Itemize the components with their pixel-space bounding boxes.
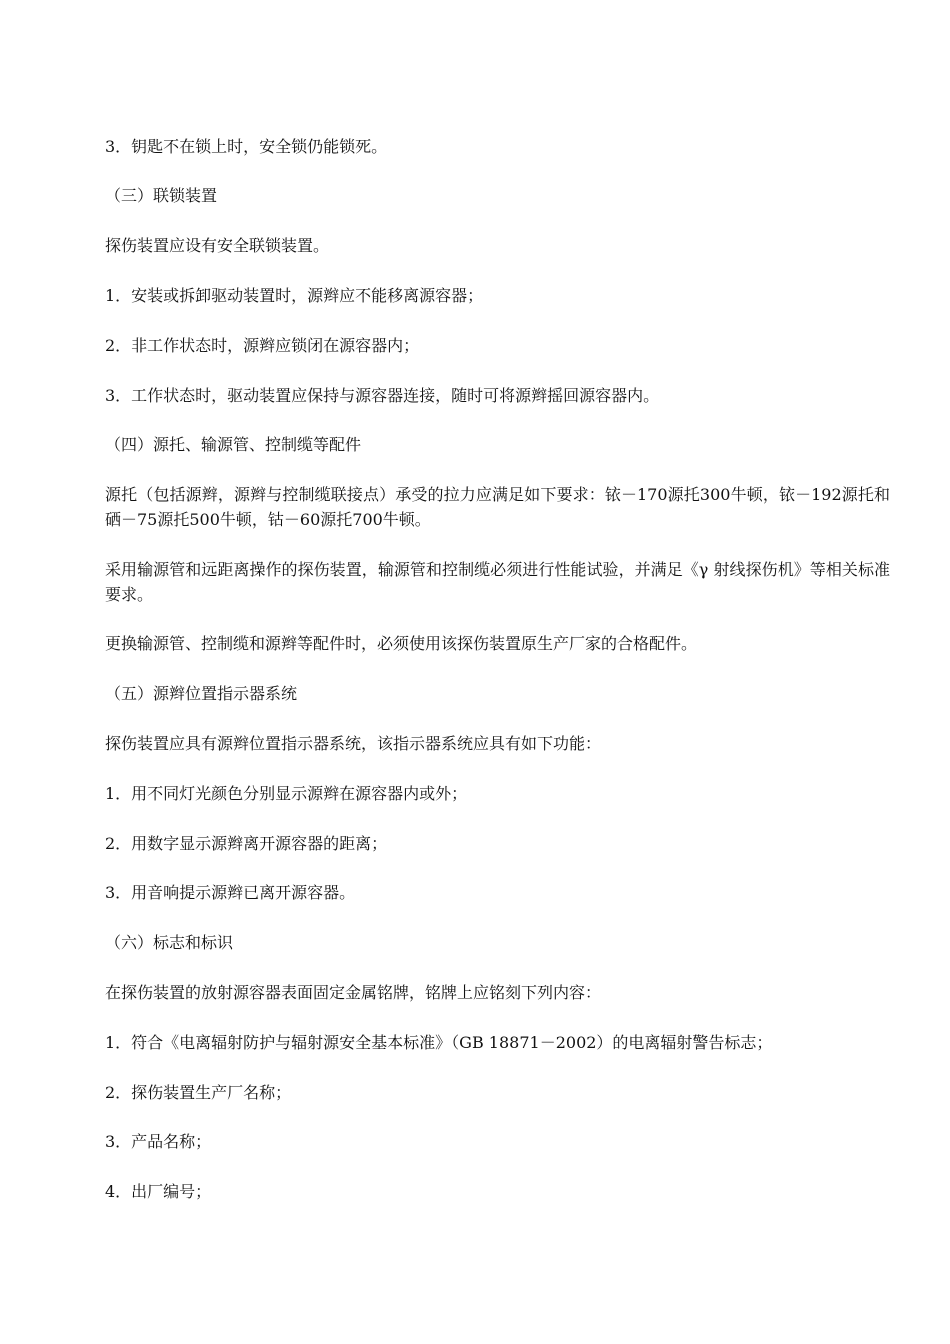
section-heading: （三）联锁装置 bbox=[105, 186, 218, 205]
list-item: 3．工作状态时，驱动装置应保持与源容器连接，随时可将源辫摇回源容器内。 bbox=[105, 386, 660, 405]
section-heading: （五）源辫位置指示器系统 bbox=[105, 684, 298, 703]
paragraph: 在探伤装置的放射源容器表面固定金属铭牌，铭牌上应铭刻下列内容： bbox=[105, 983, 602, 1002]
list-item: 2．用数字显示源辫离开源容器的距离； bbox=[105, 834, 388, 853]
section-heading: （六）标志和标识 bbox=[105, 933, 234, 952]
paragraph: 源托（包括源辫，源辫与控制缆联接点）承受的拉力应满足如下要求：铱－170源托300牛顿，铱－192源托和硒－75源托500牛顿，钴－60源托700牛顿。 bbox=[105, 485, 890, 529]
paragraph: 3．钥匙不在锁上时，安全锁仍能锁死。 bbox=[105, 137, 388, 156]
paragraph: 更换输源管、控制缆和源辫等配件时，必须使用该探伤装置原生产厂家的合格配件。 bbox=[105, 634, 698, 653]
paragraph: 探伤装置应设有安全联锁装置。 bbox=[105, 236, 330, 255]
list-item: 2．非工作状态时，源辫应锁闭在源容器内； bbox=[105, 336, 420, 355]
section-heading: （四）源托、输源管、控制缆等配件 bbox=[105, 435, 362, 454]
list-item: 1．安装或拆卸驱动装置时，源辫应不能移离源容器； bbox=[105, 286, 484, 305]
list-item: 3．用音响提示源辫已离开源容器。 bbox=[105, 883, 356, 902]
list-item: 3．产品名称； bbox=[105, 1132, 212, 1151]
list-item: 1．符合《电离辐射防护与辐射源安全基本标准》（GB 18871－2002）的电离辐射警告标志； bbox=[105, 1033, 773, 1052]
paragraph: 采用输源管和远距离操作的探伤装置，输源管和控制缆必须进行性能试验，并满足《γ 射线探伤机》等相关标准要求。 bbox=[105, 560, 890, 604]
list-item: 1．用不同灯光颜色分别显示源辫在源容器内或外； bbox=[105, 784, 468, 803]
paragraph: 探伤装置应具有源辫位置指示器系统，该指示器系统应具有如下功能： bbox=[105, 734, 602, 753]
list-item: 2．探伤装置生产厂名称； bbox=[105, 1083, 292, 1102]
list-item: 4．出厂编号； bbox=[105, 1182, 212, 1201]
